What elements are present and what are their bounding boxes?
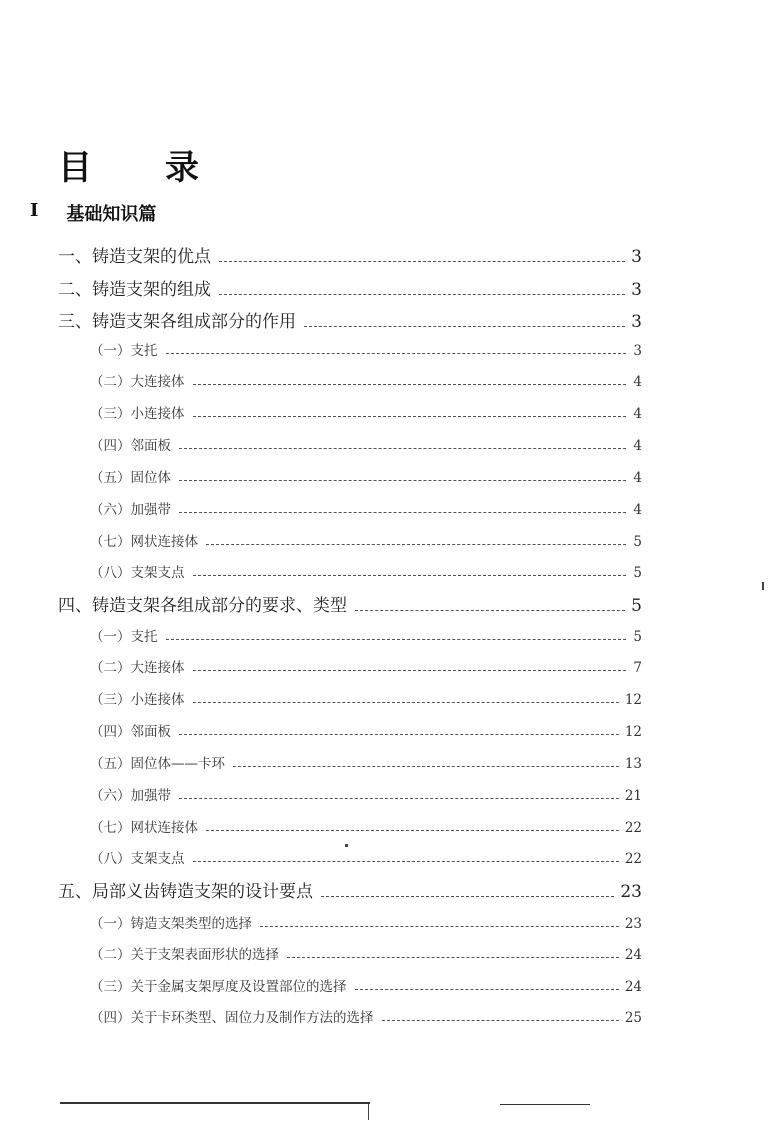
toc-entry-page: 12 bbox=[624, 724, 642, 740]
toc-entry-page: 23 bbox=[620, 882, 642, 902]
toc-entry-page: 5 bbox=[633, 629, 642, 645]
dot-leader bbox=[355, 989, 619, 990]
toc-entry-page: 3 bbox=[631, 280, 642, 300]
toc-entry-label: （二）关于支架表面形状的选择 bbox=[90, 947, 279, 963]
toc-entry[interactable] bbox=[58, 880, 642, 902]
toc-entry[interactable] bbox=[90, 341, 642, 359]
toc-entry-page: 7 bbox=[633, 660, 642, 676]
toc-entry[interactable] bbox=[90, 690, 642, 708]
toc-entry-label: （七）网状连接体 bbox=[90, 534, 198, 550]
toc-entry-page: 3 bbox=[633, 343, 642, 359]
part-numeral: I bbox=[30, 200, 39, 221]
dot-leader bbox=[355, 610, 625, 611]
toc-entry[interactable] bbox=[90, 1008, 642, 1026]
toc-entry-label: （八）支架支点 bbox=[90, 565, 185, 581]
dot-leader bbox=[179, 512, 626, 513]
toc-entry-label: （二）大连接体 bbox=[90, 374, 185, 390]
toc-entry-page: 5 bbox=[633, 565, 642, 581]
toc-entry[interactable] bbox=[90, 658, 642, 676]
toc-entry-page: 4 bbox=[633, 438, 642, 454]
scan-artifact bbox=[368, 1104, 369, 1120]
dot-leader bbox=[193, 702, 619, 703]
toc-entry-page: 5 bbox=[633, 534, 642, 550]
toc-entry-page: 23 bbox=[624, 916, 642, 932]
dot-leader bbox=[166, 353, 627, 354]
toc-entry-page: 4 bbox=[633, 470, 642, 486]
toc-title-char-2: 录 bbox=[165, 148, 199, 188]
toc-entry-page: 4 bbox=[633, 406, 642, 422]
dot-leader bbox=[260, 926, 619, 927]
scan-artifact bbox=[500, 1104, 590, 1105]
toc-entry[interactable] bbox=[58, 278, 642, 300]
toc-entry-label: （四）关于卡环类型、固位力及制作方法的选择 bbox=[90, 1010, 374, 1026]
scan-artifact bbox=[345, 844, 348, 847]
dot-leader bbox=[179, 480, 626, 481]
toc-entry[interactable] bbox=[90, 500, 642, 518]
dot-leader bbox=[193, 384, 627, 385]
toc-entry-label: （四）邻面板 bbox=[90, 438, 171, 454]
toc-entry-page: 22 bbox=[624, 820, 642, 836]
toc-entry-label: （一）铸造支架类型的选择 bbox=[90, 916, 252, 932]
dot-leader bbox=[179, 448, 626, 449]
dot-leader bbox=[382, 1020, 619, 1021]
toc-entry-page: 12 bbox=[624, 692, 642, 708]
toc-entry-label: 一、铸造支架的优点 bbox=[58, 247, 211, 267]
toc-entry[interactable] bbox=[90, 945, 642, 963]
dot-leader bbox=[233, 766, 619, 767]
scan-artifact bbox=[762, 582, 764, 590]
dot-leader bbox=[193, 861, 619, 862]
toc-entry-page: 3 bbox=[631, 312, 642, 332]
part-label: 基础知识篇 bbox=[66, 204, 157, 225]
dot-leader bbox=[287, 957, 619, 958]
toc-entry-page: 5 bbox=[631, 596, 642, 616]
dot-leader bbox=[179, 734, 619, 735]
toc-entry-page: 24 bbox=[624, 979, 642, 995]
dot-leader bbox=[219, 261, 625, 262]
toc-entry-label: （三）关于金属支架厚度及设置部位的选择 bbox=[90, 979, 347, 995]
toc-entry-label: 三、铸造支架各组成部分的作用 bbox=[58, 312, 296, 332]
dot-leader bbox=[193, 670, 627, 671]
toc-entry-label: （三）小连接体 bbox=[90, 692, 185, 708]
toc-entry-page: 24 bbox=[624, 947, 642, 963]
toc-entry[interactable] bbox=[90, 404, 642, 422]
toc-title-char-1: 目 bbox=[58, 148, 92, 188]
toc-entry[interactable] bbox=[90, 436, 642, 454]
dot-leader bbox=[193, 416, 627, 417]
toc-entry-page: 25 bbox=[624, 1010, 642, 1026]
toc-entry-page: 4 bbox=[633, 374, 642, 390]
toc-entry-label: （四）邻面板 bbox=[90, 724, 171, 740]
toc-entry-label: 五、局部义齿铸造支架的设计要点 bbox=[58, 882, 313, 902]
dot-leader bbox=[206, 830, 619, 831]
toc-entry-page: 22 bbox=[624, 851, 642, 867]
toc-entry[interactable] bbox=[58, 245, 642, 267]
toc-entry[interactable] bbox=[90, 532, 642, 550]
dot-leader bbox=[321, 896, 614, 897]
toc-entry-label: （二）大连接体 bbox=[90, 660, 185, 676]
toc-entry[interactable] bbox=[90, 849, 642, 867]
toc-entry-label: （八）支架支点 bbox=[90, 851, 185, 867]
toc-entry-label: （三）小连接体 bbox=[90, 406, 185, 422]
dot-leader bbox=[179, 798, 619, 799]
toc-entry-label: 四、铸造支架各组成部分的要求、类型 bbox=[58, 596, 347, 616]
toc-entry-label: （六）加强带 bbox=[90, 788, 171, 804]
toc-entry-label: 二、铸造支架的组成 bbox=[58, 280, 211, 300]
toc-entry-label: （一）支托 bbox=[90, 629, 158, 645]
dot-leader bbox=[166, 639, 627, 640]
toc-entry[interactable] bbox=[90, 627, 642, 645]
toc-entry[interactable] bbox=[90, 372, 642, 390]
toc-entry-page: 21 bbox=[624, 788, 642, 804]
toc-entry[interactable] bbox=[90, 914, 642, 932]
toc-entry[interactable] bbox=[58, 594, 642, 616]
dot-leader bbox=[219, 294, 625, 295]
toc-entry-label: （一）支托 bbox=[90, 343, 158, 359]
toc-entry-page: 3 bbox=[631, 247, 642, 267]
toc-entry-label: （六）加强带 bbox=[90, 502, 171, 518]
scan-artifact bbox=[60, 1102, 370, 1104]
dot-leader bbox=[193, 575, 627, 576]
toc-entry[interactable] bbox=[90, 722, 642, 740]
toc-entry-page: 13 bbox=[624, 756, 642, 772]
toc-entry[interactable] bbox=[58, 310, 642, 332]
toc-entry-label: （五）固位体 bbox=[90, 470, 171, 486]
toc-entry-label: （五）固位体——卡环 bbox=[90, 756, 225, 772]
part-heading bbox=[30, 200, 156, 226]
toc-entry-label: （七）网状连接体 bbox=[90, 820, 198, 836]
toc-entry[interactable] bbox=[90, 818, 642, 836]
toc-entry[interactable] bbox=[90, 468, 642, 486]
dot-leader bbox=[304, 326, 625, 327]
toc-entry[interactable] bbox=[90, 786, 642, 804]
toc-entry-page: 4 bbox=[633, 502, 642, 518]
toc-entry[interactable] bbox=[90, 563, 642, 581]
toc-entry[interactable] bbox=[90, 977, 642, 995]
dot-leader bbox=[206, 544, 626, 545]
toc-entry[interactable] bbox=[90, 754, 642, 772]
